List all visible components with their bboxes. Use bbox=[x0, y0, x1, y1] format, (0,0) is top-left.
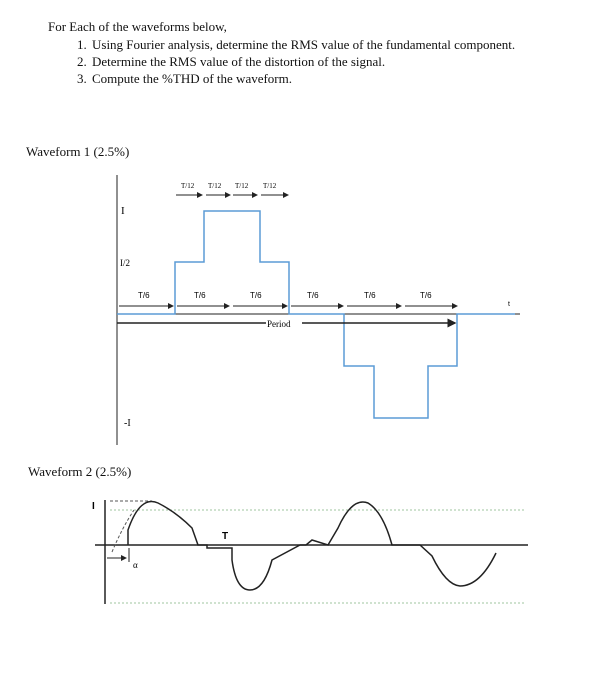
wf1-t6-label: T/6 bbox=[307, 291, 319, 300]
wf2-label-T: T bbox=[222, 531, 229, 542]
wf1-t6-label: T/6 bbox=[138, 291, 150, 300]
step-item: 2. Determine the RMS value of the distortion of the signal. bbox=[90, 53, 515, 70]
wf2-label-alpha: α bbox=[133, 560, 138, 570]
wf1-t12-label: T/12 bbox=[208, 182, 222, 190]
wf1-label-negI: -I bbox=[124, 418, 131, 429]
step-item: 1. Using Fourier analysis, determine the RMS value of the fundamental component. bbox=[90, 36, 515, 53]
wf2-wave bbox=[128, 502, 496, 590]
wf2-label-I: I bbox=[92, 501, 95, 512]
wf1-t6-label: T/6 bbox=[420, 291, 432, 300]
wf1-t12-label: T/12 bbox=[235, 182, 249, 190]
wf1-t6-label: T/6 bbox=[194, 291, 206, 300]
wf1-t6-label: T/6 bbox=[364, 291, 376, 300]
wf1-label-half: I/2 bbox=[120, 258, 130, 268]
wf1-t12-label: T/12 bbox=[181, 182, 195, 190]
wf1-t12-label: T/12 bbox=[263, 182, 277, 190]
wf1-label-t: t bbox=[508, 301, 510, 308]
wf1-period-label: Period bbox=[267, 319, 291, 329]
wf1-t6-label: T/6 bbox=[250, 291, 262, 300]
step-item: 3. Compute the %THD of the waveform. bbox=[90, 70, 515, 87]
waveform2-title: Waveform 2 (2.5%) bbox=[28, 464, 132, 479]
waveform1-title: Waveform 1 (2.5%) bbox=[26, 144, 130, 159]
intro-text: For Each of the waveforms below, bbox=[48, 19, 227, 34]
wf1-label-I: I bbox=[121, 205, 125, 217]
